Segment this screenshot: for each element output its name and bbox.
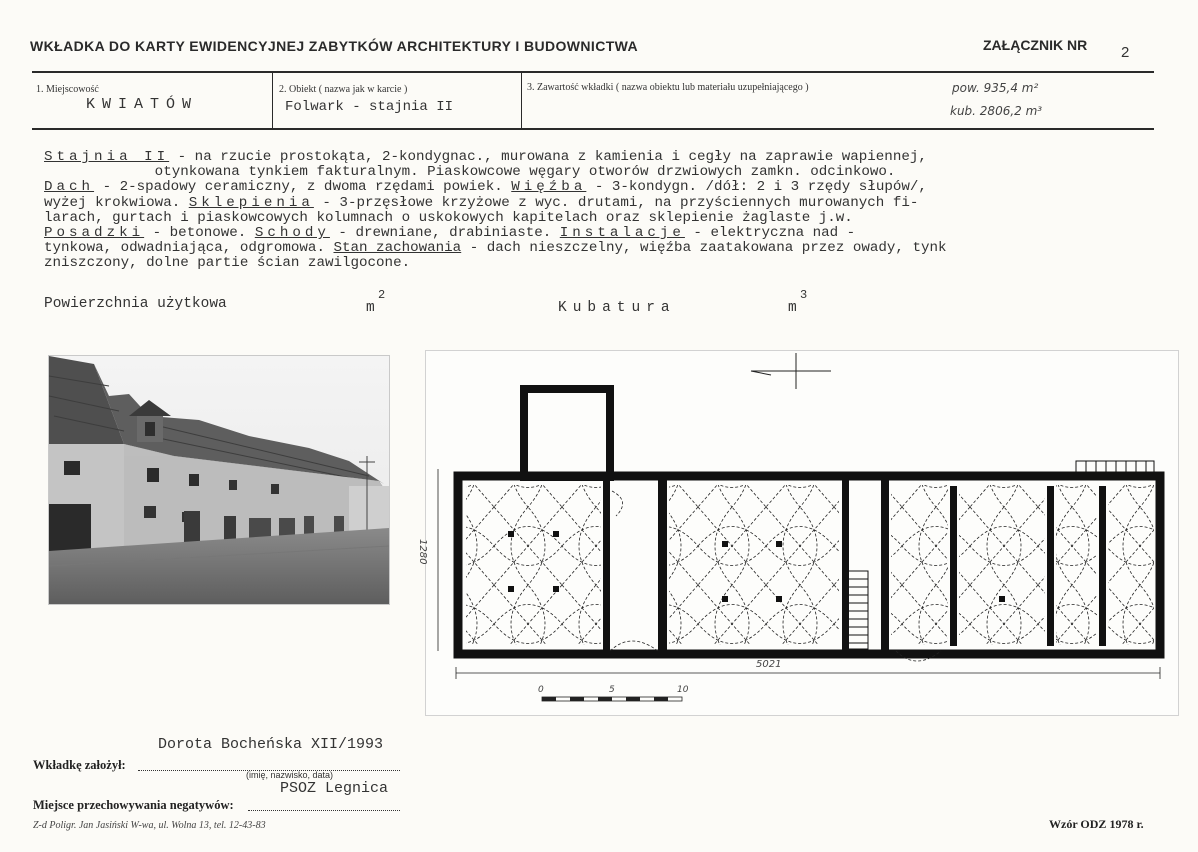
obiekt-label: 2. Obiekt ( nazwa jak w karcie ) [279,84,408,95]
kubatura-unit: m [788,300,797,316]
term-schody: Schody [254,225,330,242]
term-stajnia: Stajnia II [44,149,170,165]
desc-line-3b: - 2-spadowy ceramiczny, z dwoma rzędami powiek. [94,179,512,196]
scale-label-0: 0 [538,685,544,695]
field-divider-1 [272,73,273,129]
attachment-label: ZAŁĄCZNIK NR [983,37,1088,53]
desc-line-8: zniszczony, dolne partie ścian zawilgocone. [44,255,411,272]
kubatura-label: Kubatura [558,300,676,316]
plan-width-dimension: 1280 [417,539,428,565]
author-signature: Dorota Bocheńska XII/1993 [158,736,384,753]
desc-line-7c: - dach nieszczelny, więźba zaatakowana przez owady, tynk [461,240,947,257]
desc-line-6d: - drewniane, drabiniaste. [329,225,560,242]
powierzchnia-unit: m [366,300,375,316]
desc-line-4a: wyżej krokwiowa. [44,194,189,211]
negatywy-value: PSOZ Legnica [280,780,389,797]
field-divider-2 [521,73,522,129]
term-dach: Dach [44,179,95,196]
description-text [44,150,1134,272]
scale-label-10: 10 [677,685,689,695]
desc-line-7a: tynkowa, odwadniająca, odgromowa. [44,240,334,257]
negatywy-dotted-line [248,810,400,811]
desc-line-1: - na rzucie prostokąta, 2-kondygnac., murowana z kamienia i cegły na zaprawie wapiennej, [169,149,927,165]
header-rule-top [32,71,1154,73]
plan-length-dimension: 5021 [756,659,782,670]
document-title: WKŁADKA DO KARTY EWIDENCYJNEJ ZABYTKÓW ARCHITEKTURY I BUDOWNICTWA [30,38,639,54]
area-note: pow. 935,4 m² [952,81,1039,95]
form-version: Wzór ODZ 1978 r. [1049,817,1144,831]
volume-note: kub. 2806,2 m³ [950,104,1043,118]
attachment-number: 2 [1121,44,1130,61]
desc-line-3d: - 3-kondygn. /dół: 2 i 3 rzędy słupów/, [586,179,927,196]
powierzchnia-label: Powierzchnia użytkowa [44,296,227,312]
miejscowosc-value: KWIATÓW [86,96,199,113]
miejscowosc-label: 1. Miejscowość [36,84,99,95]
zawartosc-label: 3. Zawartość wkładki ( nazwa obiektu lub materiału uzupełniającego ) [527,82,809,93]
desc-line-2: otynkowana tynkiem fakturalnym. Piaskowcowe węgary otworów drzwiowych zamkn. odcinkowo. [44,164,896,181]
term-stan-zachowania: Stan zachowania [333,240,462,257]
desc-line-6b: - betonowe. [144,225,255,242]
term-instalacje: Instalacje [559,225,685,242]
zalozyl-label: Wkładkę założył: [33,758,126,772]
term-wiezba: Więźba [511,179,587,196]
desc-line-6f: - elektryczna nad - [684,225,856,242]
term-posadzki: Posadzki [44,225,145,242]
negatywy-label: Miejsce przechowywania negatywów: [33,798,234,812]
scale-label-5: 5 [609,685,615,695]
kubatura-exponent: 3 [800,288,808,302]
header-rule-bottom [32,128,1154,130]
term-sklepienia: Sklepienia [188,194,314,211]
obiekt-value: Folwark - stajnia II [285,99,454,115]
building-photo [48,355,390,605]
powierzchnia-exponent: 2 [378,288,386,302]
desc-line-5: larach, gurtach i piaskowcowych kolumnach o uskokowych kapitelach oraz sklepienie żaglaste j.w. [44,209,853,226]
floor-plan [417,350,1179,716]
desc-line-4c: - 3-przęsłowe krzyżowe z wyc. drutami, na przyściennych murowanych fi- [313,194,919,211]
printer-info: Z-d Poligr. Jan Jasiński W-wa, ul. Wolna 13, tel. 12-43-83 [33,820,266,831]
zalozyl-hint: (imię, nazwisko, data) [246,770,334,780]
